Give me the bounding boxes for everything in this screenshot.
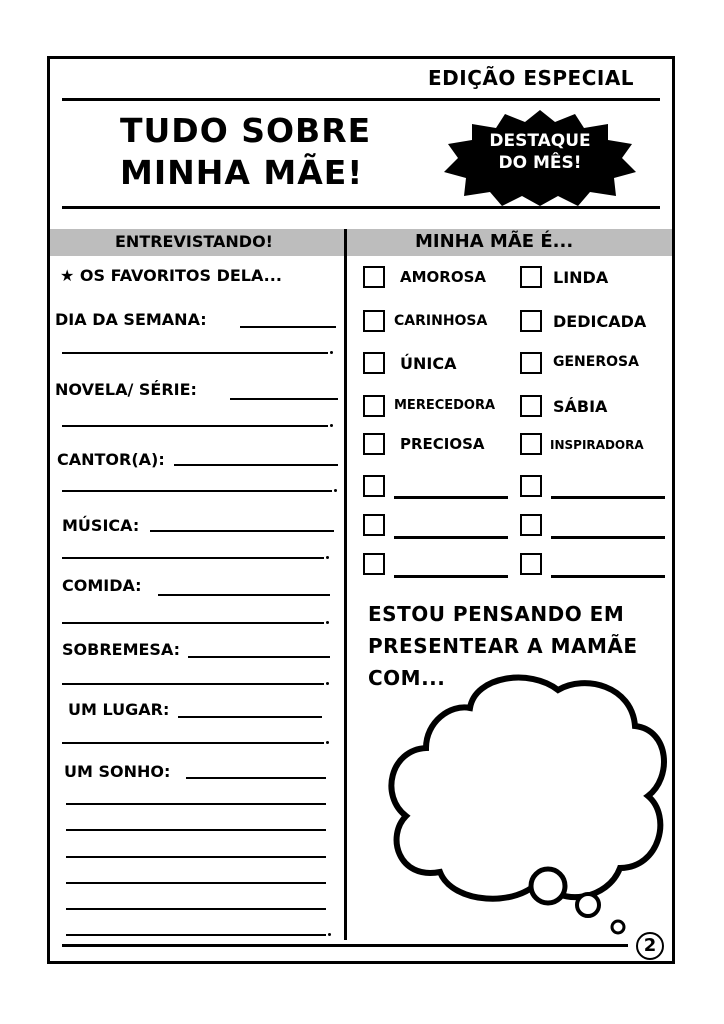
field-series-line[interactable] bbox=[230, 398, 338, 400]
checkbox-blank-2[interactable] bbox=[520, 475, 542, 497]
checkbox-sabia[interactable] bbox=[520, 395, 542, 417]
checkbox-carinhosa[interactable] bbox=[363, 310, 385, 332]
field-food-line-2[interactable] bbox=[62, 622, 324, 624]
field-weekday-line[interactable] bbox=[240, 326, 336, 328]
field-series-line-2[interactable] bbox=[62, 425, 328, 427]
option-dedicada: DEDICADA bbox=[553, 312, 647, 331]
header-rule-top bbox=[62, 98, 660, 101]
checkbox-unica[interactable] bbox=[363, 352, 385, 374]
blank-line-1[interactable] bbox=[394, 496, 508, 499]
gift-line-2: PRESENTEAR A MAMÃE bbox=[368, 634, 638, 658]
option-sabia: SÁBIA bbox=[553, 397, 608, 416]
footer-rule bbox=[62, 944, 628, 947]
page-title bbox=[120, 110, 371, 194]
gift-line-3: COM... bbox=[368, 666, 446, 690]
favorites-heading bbox=[60, 266, 282, 285]
option-unica: ÚNICA bbox=[400, 354, 457, 373]
page-number: 2 bbox=[636, 932, 664, 960]
highlight-badge bbox=[440, 108, 640, 208]
checkbox-blank-1[interactable] bbox=[363, 475, 385, 497]
field-music-line[interactable] bbox=[150, 530, 334, 532]
interview-header: ENTREVISTANDO! bbox=[115, 232, 273, 251]
field-place-label: UM LUGAR: bbox=[68, 700, 170, 719]
checkbox-blank-3[interactable] bbox=[363, 514, 385, 536]
field-music-line-2[interactable] bbox=[62, 557, 324, 559]
field-dessert-label: SOBREMESA: bbox=[62, 640, 181, 659]
field-dream-line-7[interactable] bbox=[66, 934, 326, 936]
field-weekday-line-2[interactable] bbox=[62, 352, 328, 354]
blank-line-2[interactable] bbox=[551, 496, 665, 499]
field-singer-line[interactable] bbox=[174, 464, 338, 466]
checkbox-amorosa[interactable] bbox=[363, 266, 385, 288]
title-line-2: MINHA MÃE! bbox=[120, 153, 364, 192]
field-dessert-line[interactable] bbox=[188, 656, 330, 658]
checkbox-inspiradora[interactable] bbox=[520, 433, 542, 455]
field-weekday-label: DIA DA SEMANA: bbox=[55, 310, 207, 329]
field-dream-line[interactable] bbox=[186, 777, 326, 779]
edition-label: EDIÇÃO ESPECIAL bbox=[428, 66, 635, 90]
field-place-line-2[interactable] bbox=[62, 742, 324, 744]
option-linda: LINDA bbox=[553, 268, 609, 287]
column-divider bbox=[344, 229, 347, 940]
checkbox-preciosa[interactable] bbox=[363, 433, 385, 455]
badge-line-2: DO MÊS! bbox=[498, 153, 582, 173]
blank-line-3[interactable] bbox=[394, 536, 508, 539]
field-music-label: MÚSICA: bbox=[62, 516, 140, 535]
option-carinhosa: CARINHOSA bbox=[394, 313, 488, 329]
option-merecedora: MERECEDORA bbox=[394, 398, 496, 413]
blank-line-5[interactable] bbox=[394, 575, 508, 578]
field-food-line[interactable] bbox=[158, 594, 330, 596]
field-dream-line-3[interactable] bbox=[66, 829, 326, 831]
favorites-label: OS FAVORITOS DELA... bbox=[79, 266, 282, 285]
option-amorosa: AMOROSA bbox=[400, 268, 487, 286]
thought-cloud-icon[interactable] bbox=[380, 668, 670, 938]
gift-line-1: ESTOU PENSANDO EM bbox=[368, 602, 625, 626]
field-dream-line-5[interactable] bbox=[66, 882, 326, 884]
blank-line-4[interactable] bbox=[551, 536, 665, 539]
field-food-label: COMIDA: bbox=[62, 576, 142, 595]
checkbox-generosa[interactable] bbox=[520, 352, 542, 374]
checkbox-merecedora[interactable] bbox=[363, 395, 385, 417]
badge-line-1: DESTAQUE bbox=[489, 131, 591, 151]
field-singer-label: CANTOR(A): bbox=[57, 450, 165, 469]
field-dream-label: UM SONHO: bbox=[64, 762, 171, 781]
checkbox-blank-6[interactable] bbox=[520, 553, 542, 575]
field-dream-line-6[interactable] bbox=[66, 908, 326, 910]
checkbox-blank-4[interactable] bbox=[520, 514, 542, 536]
field-dessert-line-2[interactable] bbox=[62, 683, 324, 685]
option-preciosa: PRECIOSA bbox=[400, 435, 485, 453]
title-line-1: TUDO SOBRE bbox=[120, 111, 372, 150]
field-dream-line-4[interactable] bbox=[66, 856, 326, 858]
header-rule-bottom bbox=[62, 206, 660, 209]
blank-line-6[interactable] bbox=[551, 575, 665, 578]
checkbox-linda[interactable] bbox=[520, 266, 542, 288]
field-place-line[interactable] bbox=[178, 716, 322, 718]
field-dream-line-2[interactable] bbox=[66, 803, 326, 805]
field-singer-line-2[interactable] bbox=[62, 490, 332, 492]
checkbox-dedicada[interactable] bbox=[520, 310, 542, 332]
checkbox-blank-5[interactable] bbox=[363, 553, 385, 575]
option-generosa: GENEROSA bbox=[553, 354, 639, 370]
field-series-label: NOVELA/ SÉRIE: bbox=[55, 380, 197, 399]
option-inspiradora: INSPIRADORA bbox=[550, 438, 644, 452]
star-icon: ★ bbox=[60, 266, 75, 285]
my-mom-is-header: MINHA MÃE É... bbox=[415, 231, 574, 252]
